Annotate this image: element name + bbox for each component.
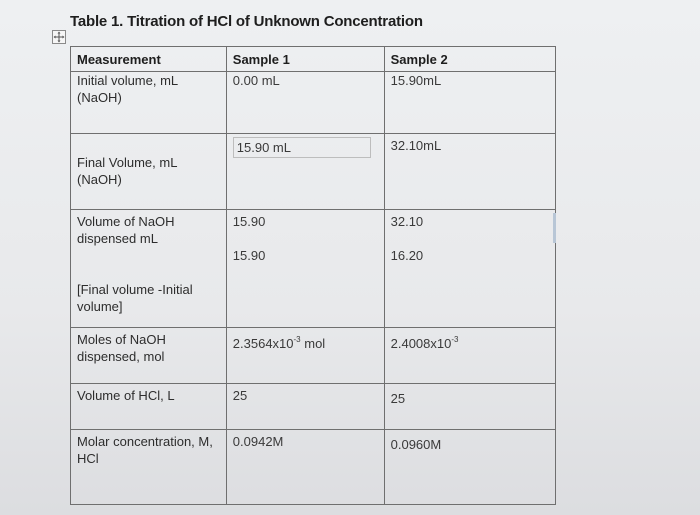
cell-moles-sample-2-exponent: -3 (451, 335, 459, 344)
header-sample-2[interactable]: Sample 2 (384, 47, 555, 72)
table-row (71, 134, 556, 210)
column-resize-marker[interactable] (553, 213, 556, 243)
header-measurement[interactable]: Measurement (71, 47, 227, 72)
cell-final-sample-1[interactable] (226, 134, 384, 210)
cell-moles-sample-1-base: 2.3564x10 (232, 336, 294, 351)
cell-final-sample-1-value: 15.90 mL (233, 137, 371, 158)
cell-dispensed-sample-1-b: 15.90 (232, 248, 266, 263)
cell-initial-sample-1[interactable]: 0.00 mL (226, 72, 384, 134)
table-row (71, 72, 556, 134)
cell-hcl-volume-sample-2[interactable]: 25 (384, 384, 555, 430)
row-label-hcl-volume[interactable]: Volume of HCl, L (71, 384, 227, 430)
cell-final-sample-2[interactable]: 32.10mL (384, 134, 555, 210)
cell-moles-sample-2[interactable] (384, 328, 555, 384)
table-row (71, 210, 556, 328)
cell-molar-sample-2[interactable]: 0.0960M (384, 430, 555, 505)
table-row (71, 430, 556, 505)
header-sample-1[interactable]: Sample 1 (226, 47, 384, 72)
cell-dispensed-sample-1[interactable] (226, 210, 384, 328)
row-label-final-volume[interactable]: Final Volume, mL (NaOH) (71, 134, 227, 210)
table-row (71, 328, 556, 384)
cell-dispensed-sample-2-b: 16.20 (390, 248, 424, 263)
table-caption: Table 1. Titration of HCl of Unknown Concentration (70, 13, 423, 30)
row-label-volume-dispensed-text: Volume of NaOH dispensed mL (77, 214, 175, 246)
row-label-volume-formula: [Final volume -Initial volume] (77, 282, 193, 314)
cell-dispensed-sample-2[interactable] (384, 210, 555, 328)
cell-moles-sample-1-unit: mol (300, 336, 326, 351)
cell-initial-sample-2[interactable]: 15.90mL (384, 72, 555, 134)
cell-molar-sample-1[interactable]: 0.0942M (226, 430, 384, 505)
cell-dispensed-sample-2-a: 32.10 (390, 214, 424, 229)
row-label-moles[interactable]: Moles of NaOH dispensed, mol (71, 328, 227, 384)
cell-hcl-volume-sample-1[interactable]: 25 (226, 384, 384, 430)
row-label-molar-concentration[interactable]: Molar concentration, M, HCl (71, 430, 227, 505)
titration-table (70, 46, 556, 505)
row-label-volume-dispensed[interactable] (71, 210, 227, 328)
header-row (71, 47, 556, 72)
cell-moles-sample-1-exponent: -3 (293, 335, 301, 344)
table-row (71, 384, 556, 430)
cell-moles-sample-2-base: 2.4008x10 (390, 336, 452, 351)
row-label-initial-volume[interactable]: Initial volume, mL (NaOH) (71, 72, 227, 134)
cell-moles-sample-1[interactable] (226, 328, 384, 384)
table-move-handle-icon[interactable] (52, 30, 66, 44)
cell-dispensed-sample-1-a: 15.90 (232, 214, 266, 229)
